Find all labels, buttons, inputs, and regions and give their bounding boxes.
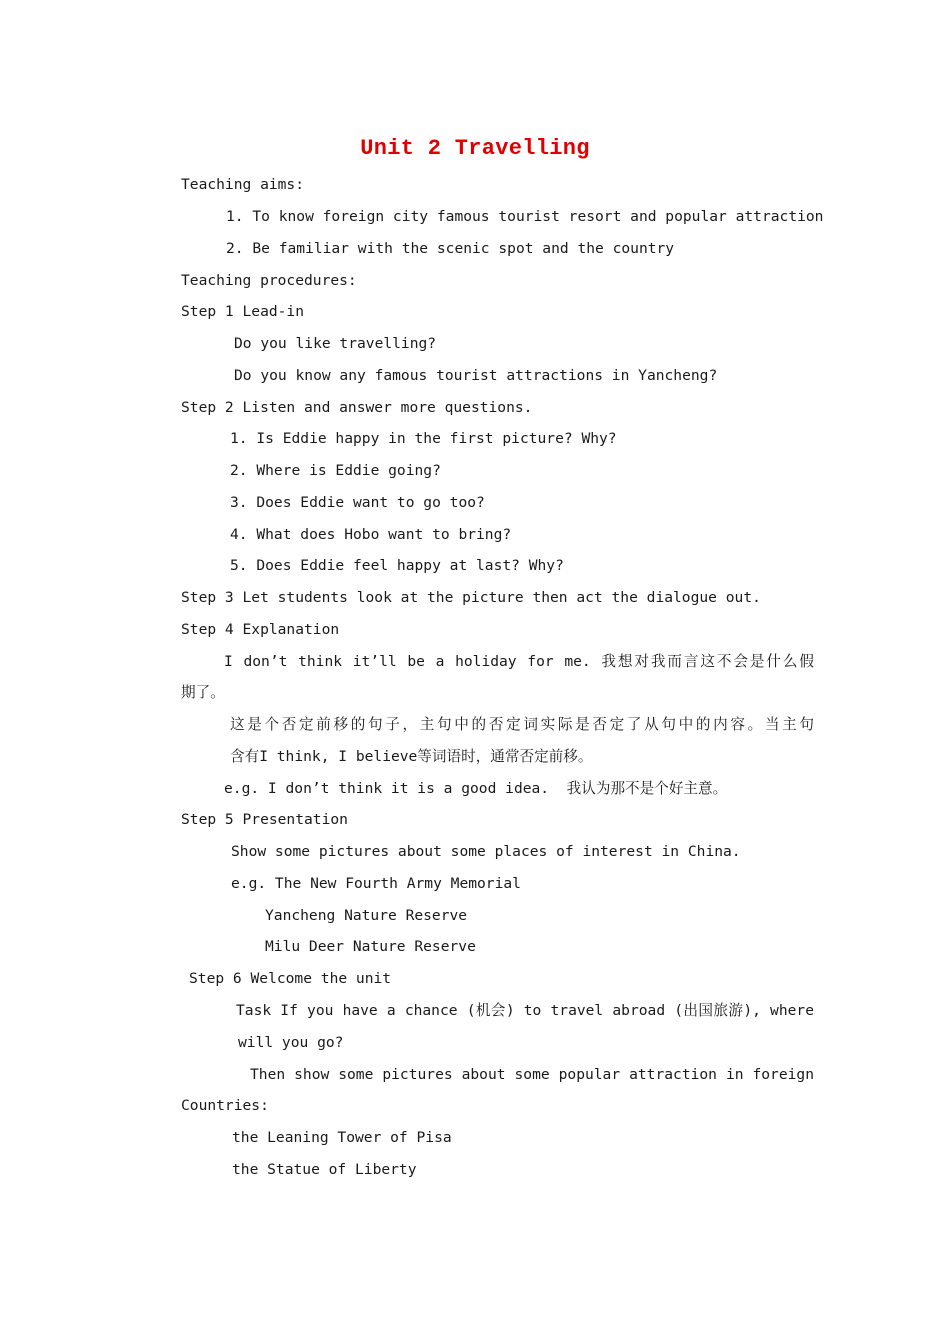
text-line: Show some pictures about some places of interest in China.	[231, 843, 741, 860]
text-line: Then show some pictures about some popular attraction in foreign	[250, 1066, 814, 1083]
example-line: e.g. I don’t think it is a good idea. 我认为那不是个好主意。	[224, 780, 728, 797]
step-heading: Step 6 Welcome the unit	[189, 970, 392, 987]
text-line: Do you know any famous tourist attractions in Yancheng?	[234, 367, 718, 384]
list-item: 2. Be familiar with the scenic spot and the country	[226, 240, 675, 257]
example-line: e.g. The New Fourth Army Memorial	[231, 875, 521, 892]
list-item: 1. Is Eddie happy in the first picture? Why?	[230, 430, 617, 447]
text-line: Task If you have a chance (机会) to travel abroad (出国旅游), where	[236, 1002, 814, 1019]
text-line: Countries:	[181, 1097, 269, 1114]
text-line: Teaching aims:	[181, 176, 305, 193]
text-line: Yancheng Nature Reserve	[265, 907, 468, 924]
text-line: Milu Deer Nature Reserve	[265, 938, 476, 955]
document-title: Unit 2 Travelling	[360, 136, 590, 161]
step-heading: Step 1 Lead-in	[181, 303, 305, 320]
list-item: 2. Where is Eddie going?	[230, 462, 441, 479]
text-line: will you go?	[238, 1034, 344, 1051]
text-line: Teaching procedures:	[181, 272, 357, 289]
text-line: the Leaning Tower of Pisa	[232, 1129, 452, 1146]
text-line: 这是个否定前移的句子，主句中的否定词实际是否定了从句中的内容。当主句	[230, 716, 814, 733]
text-line: 含有I think, I believe等词语时，通常否定前移。	[230, 748, 593, 765]
step-heading: Step 5 Presentation	[181, 811, 348, 828]
text-line: Do you like travelling?	[234, 335, 437, 352]
step-heading: Step 3 Let students look at the picture then act the dialogue out.	[181, 589, 761, 606]
step-heading: Step 2 Listen and answer more questions.	[181, 399, 533, 416]
list-item: 1. To know foreign city famous tourist resort and popular attraction	[226, 208, 824, 225]
step-heading: Step 4 Explanation	[181, 621, 340, 638]
list-item: 4. What does Hobo want to bring?	[230, 526, 512, 543]
text-line: I don’t think it’ll be a holiday for me. 我想对我而言这不会是什么假	[224, 653, 814, 670]
text-line: the Statue of Liberty	[232, 1161, 417, 1178]
list-item: 3. Does Eddie want to go too?	[230, 494, 485, 511]
list-item: 5. Does Eddie feel happy at last? Why?	[230, 557, 564, 574]
text-line: 期了。	[181, 684, 225, 701]
